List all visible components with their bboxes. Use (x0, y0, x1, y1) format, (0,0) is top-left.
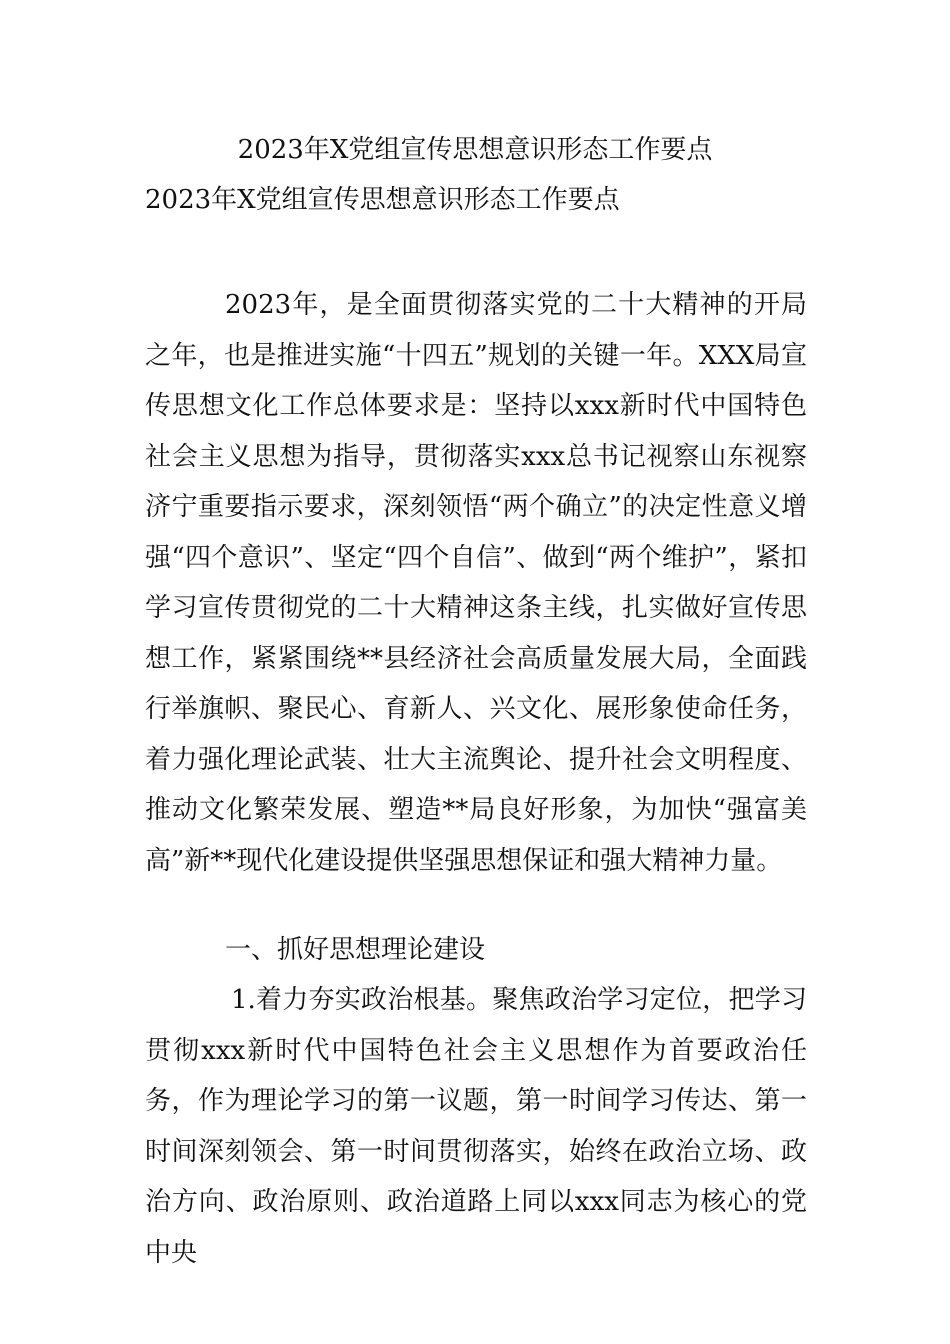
intro-paragraph: 2023年，是全面贯彻落实党的二十大精神的开局之年，也是推进实施“十四五”规划的关键一年。XXX局宣传思想文化工作总体要求是：坚持以xxx新时代中国特色社会主义思想为指导，贯彻落实xxx总书记视察山东视察济宁重要指示要求，深刻领悟“两个确立”的决定性意义增强“四个意识”、坚定“四个自信”、做到“两个维护”，紧扣学习宣传贯彻党的二十大精神这条主线，扎实做好宣传思想工作，紧紧围绕**县经济社会高质量发展大局，全面践行举旗帜、聚民心、育新人、兴文化、展形象使命任务，着力强化理论武装、壮大主流舆论、提升社会文明程度、推动文化繁荣发展、塑造**局良好形象，为加快“强富美高”新**现代化建设提供坚强思想保证和强大精神力量。 (145, 290, 807, 876)
section-heading-1: 一、抓好思想理论建设 (225, 935, 486, 965)
section-1-paragraph: 1.着力夯实政治根基。聚焦政治学习定位，把学习贯彻xxx新时代中国特色社会主义思想作为首要政治任务，作为理论学习的第一议题，第一时间学习传达、第一时间深刻领会、第一时间贯彻落实，始终在政治立场、政治方向、政治原则、政治道路上同以xxx同志为核心的党中央 (145, 985, 807, 1268)
document-title-centered: 2023年X党组宣传思想意识形态工作要点 (237, 135, 713, 165)
document-title-left: 2023年X党组宣传思想意识形态工作要点 (145, 185, 620, 215)
